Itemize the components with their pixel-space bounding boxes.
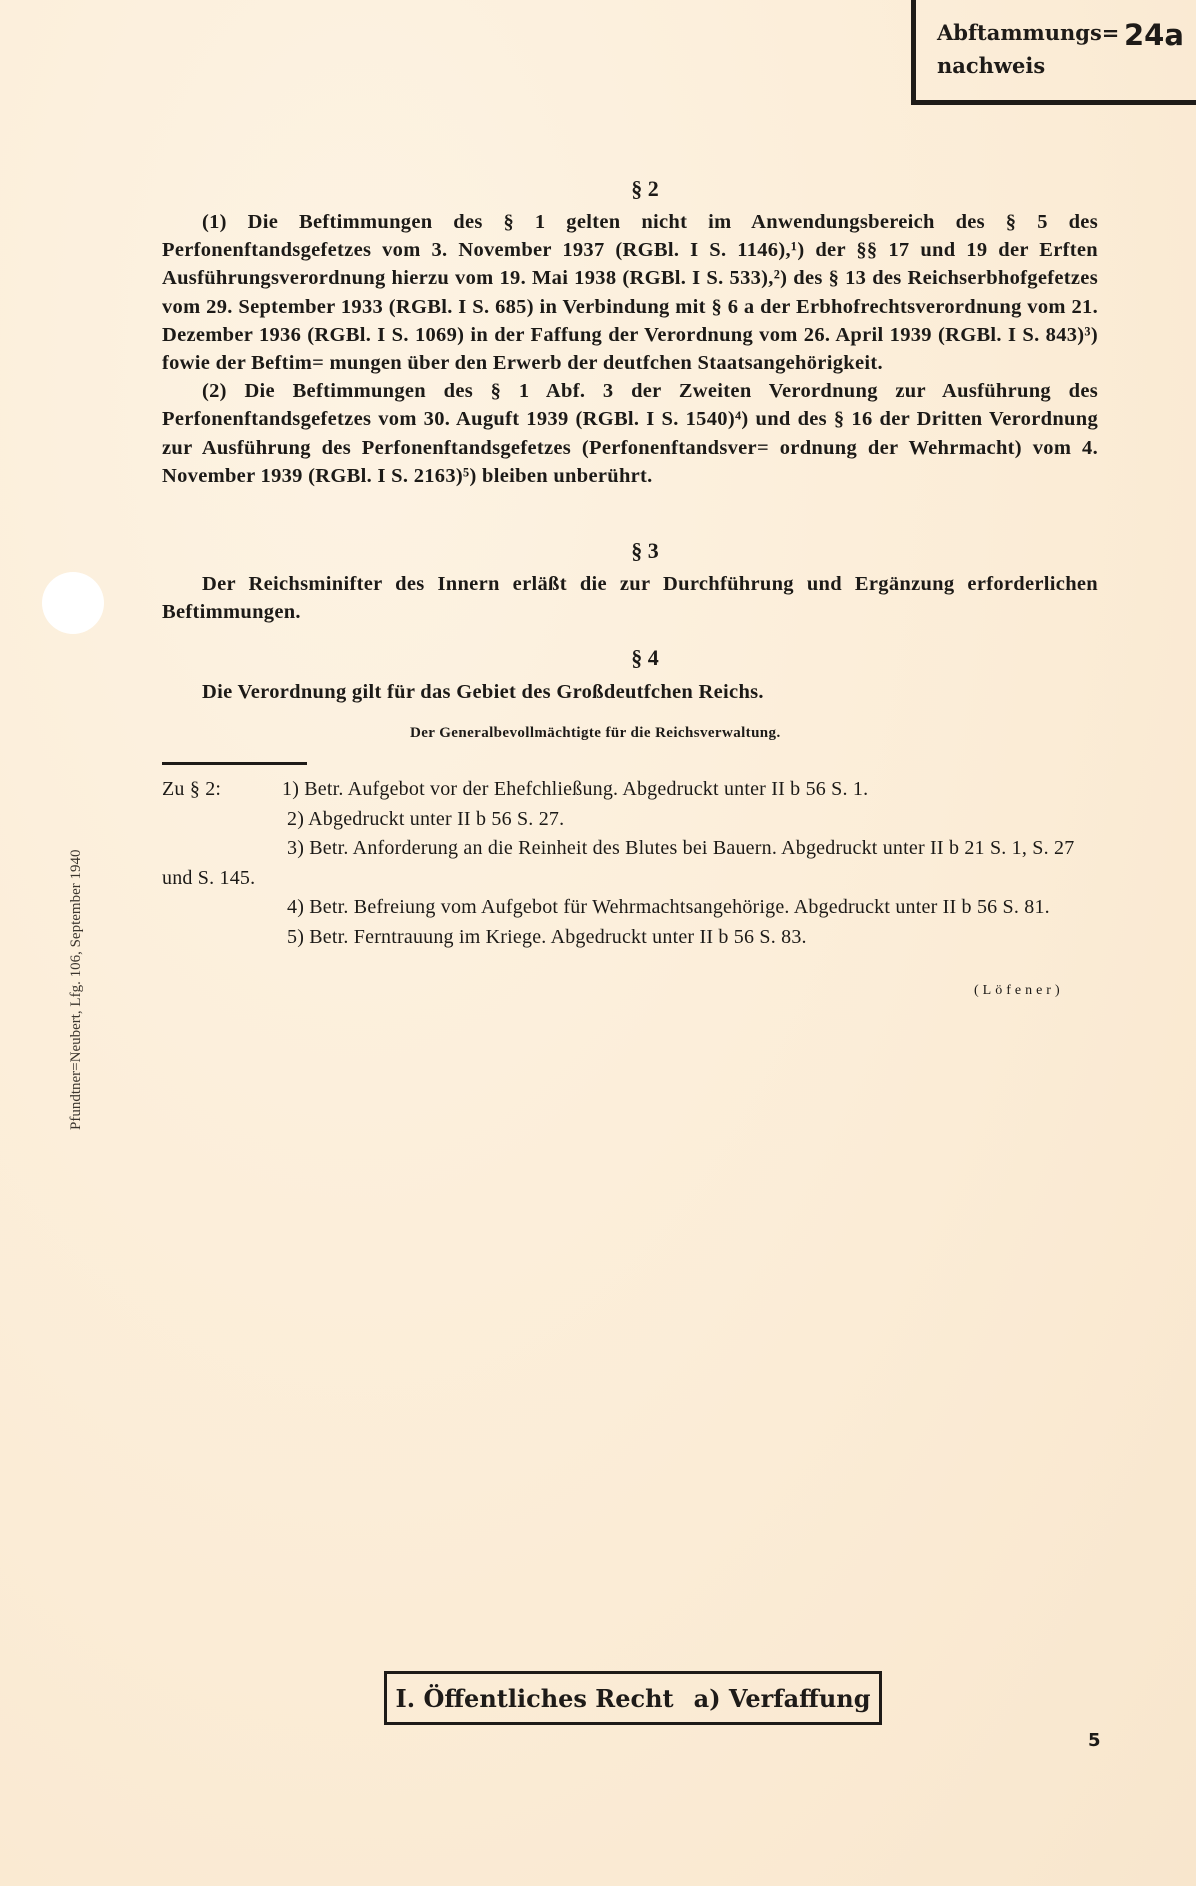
footnote-author: (Löfener)	[974, 983, 1064, 998]
section-3-body	[162, 570, 1098, 626]
section-2-body	[162, 208, 1098, 490]
page-number: 5	[1088, 1730, 1101, 1751]
header-title	[937, 16, 1120, 82]
category-sub: a) Verfaffung	[693, 1683, 871, 1713]
section-4-body	[162, 678, 1098, 706]
header-title-line1: Abftammungs=	[937, 20, 1120, 45]
punch-hole	[42, 572, 104, 634]
section-heading-4: § 4	[631, 645, 659, 670]
header-title-line2: nachweis	[937, 53, 1046, 78]
footnote-lead: Zu § 2:	[162, 778, 222, 800]
header-border-horizontal	[911, 100, 1196, 105]
paragraph: (1) Die Beftimmungen des § 1 gelten nicht im Anwendungsbereich des § 5 des Perfonenftandsgefetzes vom 3. November 1937 (RGBl. I S. 1146),¹) der §§ 17 und 19 der Erften Ausführungsverordnung hierzu vom 19. Mai 1938 (RGBl. I S. 533),²) des § 13 des Reichserbhofgefetzes vom 29. September 1933 (RGBl. I S. 685) in Verbindung mit § 6 a der Erbhofrechtsverordnung vom 21. Dezember 1936 (RGBl. I S. 1069) in der Faffung der Verordnung vom 26. April 1939 (RGBl. I S. 843)³) fowie der Beftim= mungen über den Erwerb der deutfchen Staatsangehörigkeit.	[162, 211, 1098, 375]
footnote-text: 1) Betr. Aufgebot vor der Ehefchließung. Abgedruckt unter II b 56 S. 1.	[282, 778, 869, 800]
footnote-item: 2) Abgedruckt unter II b 56 S. 27.	[287, 807, 565, 830]
section-heading-2: § 2	[631, 176, 659, 201]
footnote-item: 4) Betr. Befreiung vom Aufgebot für Wehrmachtsangehörige. Abgedruckt unter II b 56 S. 81.	[287, 896, 1050, 918]
paragraph: Die Verordnung gilt für das Gebiet des Großdeutfchen Reichs.	[202, 681, 764, 703]
footnote-item: 5) Betr. Ferntrauung im Kriege. Abgedruckt unter II b 56 S. 83.	[287, 925, 807, 948]
signature: Der Generalbevollmächtigte für die Reichsverwaltung.	[410, 725, 781, 741]
category-box	[384, 1671, 882, 1725]
footnote-item: 3) Betr. Anforderung an die Reinheit des Blutes bei Bauern. Abgedruckt unter II b 21 S. 1, S. 27 und S. 145.	[162, 837, 1075, 889]
category-part: I. Öffentliches Recht	[395, 1683, 674, 1713]
side-margin-note: Pfundtner=Neubert, Lfg. 106, September 1940	[68, 849, 84, 1130]
paragraph: (2) Die Beftimmungen des § 1 Abf. 3 der Zweiten Verordnung zur Ausführung des Perfonenftandsgefetzes vom 30. Auguft 1939 (RGBl. I S. 1540)⁴) und des § 16 der Dritten Verordnung zur Ausführung des Perfonenftandsgefetzes (Perfonenftandsver= ordnung der Wehrmacht) vom 4. November 1939 (RGBl. I S. 2163)⁵) bleiben unberührt.	[162, 380, 1098, 487]
footnote-item	[162, 775, 1098, 805]
header-border-vertical	[911, 0, 916, 103]
footnote-divider	[162, 762, 307, 765]
header-number: 24a	[1124, 18, 1184, 52]
footnotes	[162, 775, 1098, 952]
paragraph: Der Reichsminifter des Innern erläßt die zur Durchführung und Ergänzung erforderlichen Beftimmungen.	[162, 573, 1098, 624]
section-heading-3: § 3	[631, 538, 659, 563]
